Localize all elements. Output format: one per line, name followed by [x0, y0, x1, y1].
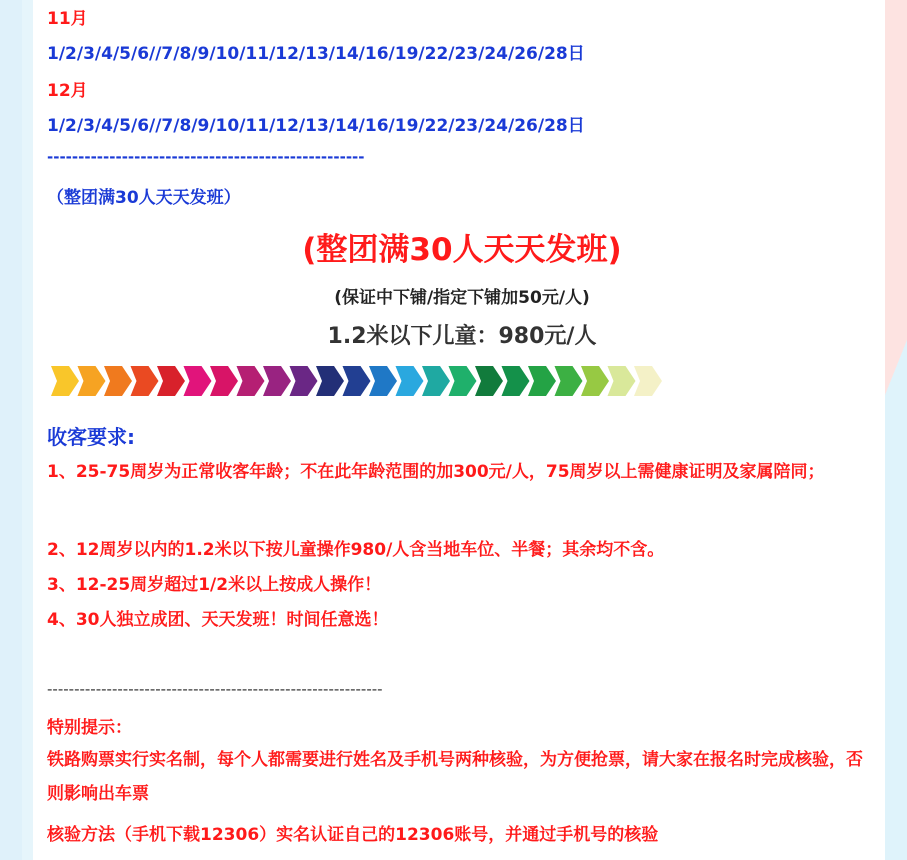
arrow-chevron-icon: [263, 366, 291, 396]
dates-list-dec: 1/2/3/4/5/6//7/8/9/10/11/12/13/14/16/19/22/23/24/26/28日: [47, 116, 585, 136]
month-label-dec: 12月: [47, 81, 88, 101]
arrow-chevron-icon: [555, 366, 583, 396]
arrow-chevron-icon: [475, 366, 503, 396]
arrow-chevron-icon: [210, 366, 238, 396]
tip-item-1: 铁路购票实行实名制，每个人都需要进行姓名及手机号两种核验，为方便抢票，请大家在报名时完成核验，否则影响出车票: [47, 750, 863, 804]
arrow-chevron-icon: [581, 366, 609, 396]
arrow-chevron-icon: [290, 366, 318, 396]
article-card: [33, 0, 885, 860]
arrow-chevron-icon: [343, 366, 371, 396]
requirement-item-4: 4、30人独立成团、天天发班！时间任意选！: [47, 610, 389, 630]
group-note-headline: (整团满30人天天发班): [302, 232, 622, 268]
left-margin-band: [0, 0, 22, 860]
arrow-chevron-icon: [78, 366, 106, 396]
rainbow-arrow-divider: [51, 364, 671, 398]
requirement-item-2: 2、12周岁以内的1.2米以下按儿童操作980/人含当地车位、半餐；其余均不含。: [47, 540, 665, 560]
arrow-chevron-icon: [449, 366, 477, 396]
arrow-chevron-icon: [502, 366, 530, 396]
requirement-item-3: 3、12-25周岁超过1/2米以上按成人操作！: [47, 575, 382, 595]
separator-gray: --------------------------------------------------------------: [47, 680, 383, 698]
arrow-chevron-icon: [104, 366, 132, 396]
arrow-chevron-icon: [528, 366, 556, 396]
month-label-nov: 11月: [47, 9, 88, 29]
arrow-chevron-icon: [131, 366, 159, 396]
separator-blue: ---------------------------------------------------: [47, 148, 365, 166]
right-margin-diagonal: [883, 340, 907, 400]
arrow-chevron-icon: [316, 366, 344, 396]
arrow-chevron-icon: [422, 366, 450, 396]
arrow-chevron-icon: [184, 366, 212, 396]
arrow-chevron-icon: [634, 366, 662, 396]
requirement-item-1: 1、25-75周岁为正常收客年龄；不在此年龄范围的加300元/人，75周岁以上需健康证明及家属陪同；: [47, 462, 825, 482]
bunk-note: (保证中下铺/指定下铺加50元/人): [334, 288, 590, 308]
arrow-chevron-icon: [396, 366, 424, 396]
arrow-chevron-icon: [157, 366, 185, 396]
child-price: 1.2米以下儿童：980元/人: [327, 324, 597, 349]
dates-list-nov: 1/2/3/4/5/6//7/8/9/10/11/12/13/14/16/19/22/23/24/26/28日: [47, 44, 585, 64]
requirements-title: 收客要求:: [47, 425, 135, 449]
arrow-chevron-icon: [51, 366, 79, 396]
tip-item-2: 核验方法（手机下载12306）实名认证自己的12306账号，并通过手机号的核验: [47, 825, 659, 845]
group-note-small: （整团满30人天天发班）: [47, 188, 241, 208]
arrow-chevron-icon: [369, 366, 397, 396]
tips-title: 特别提示：: [47, 718, 132, 738]
right-margin-pink-band: [883, 0, 907, 390]
arrow-chevron-icon: [608, 366, 636, 396]
arrow-chevron-icon: [237, 366, 265, 396]
